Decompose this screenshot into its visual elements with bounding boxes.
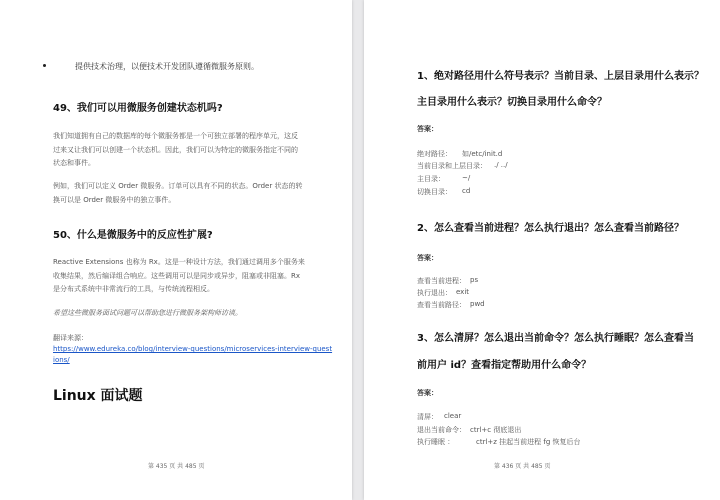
- answer-key: 绝对路径：: [417, 150, 452, 158]
- answer-row: [417, 149, 452, 159]
- answer-key: 切换目录：: [417, 188, 452, 196]
- question-3-line-1: 3、怎么清屏？怎么退出当前命令？怎么执行睡眠？怎么查看当: [417, 333, 694, 344]
- answer-key: 退出当前命令：: [417, 426, 466, 434]
- page-footer-right: 第 436 页 共 485 页: [494, 463, 551, 470]
- answer-key: 清屏：: [417, 413, 438, 421]
- para-line: 过来又让我们可以创建一个状态机。因此，我们可以为特定的微服务指定不同的: [53, 145, 298, 154]
- question-50-paragraph: [53, 256, 305, 297]
- answer-row: [417, 161, 487, 171]
- bullet-text: 提供技术治理，以便技术开发团队遵循微服务原则。: [75, 62, 259, 71]
- answer-value: ./ ../: [494, 161, 508, 169]
- question-1-line-2: 主目录用什么表示？切换目录用什么命令？: [417, 97, 607, 108]
- question-2-line-1: 2、怎么查看当前进程？怎么执行退出？怎么查看当前路径？: [417, 223, 684, 234]
- para-line: Reactive Extensions 也称为 Rx。这是一种设计方法，我们通过调用多个服务来: [53, 258, 305, 266]
- answer-1-label: 答案：: [417, 125, 438, 133]
- para-line: 换可以是 Order 微服务中的独立事件。: [53, 195, 176, 204]
- question-1-line-1: 1、绝对路径用什么符号表示？当前目录、上层目录用什么表示？: [417, 71, 704, 82]
- question-49-heading: 49、我们可以用微服务创建状态机吗?: [53, 103, 223, 114]
- answer-row: [417, 187, 452, 197]
- answer-value: ~/: [462, 174, 471, 182]
- answer-key: 执行睡眠 ：: [417, 438, 455, 446]
- para-line: 收集结果，然后编译组合响应。这些调用可以是同步或异步，阻塞或非阻塞。Rx: [53, 271, 301, 280]
- answer-row: [417, 412, 438, 422]
- section-title-linux: Linux 面试题: [53, 388, 143, 404]
- para-line: 状态和事件。: [53, 159, 95, 167]
- answer-2-label: 答案：: [417, 254, 438, 262]
- answer-value: ctrl+c 彻底退出: [470, 426, 522, 434]
- answer-row: [417, 437, 454, 447]
- answer-value: clear: [444, 412, 462, 420]
- question-3-line-2: 前用户 id？查看指定帮助用什么命令？: [417, 360, 592, 371]
- question-49-paragraph-2: [53, 180, 302, 207]
- answer-key: 查看当前进程：: [417, 277, 466, 285]
- answer-key: 主目录：: [417, 175, 445, 183]
- right-page: [364, 0, 720, 500]
- answer-row: [417, 174, 445, 184]
- answer-key: 当前目录和上层目录：: [417, 162, 487, 170]
- answer-row: [417, 288, 452, 298]
- question-49-paragraph-1: [53, 130, 298, 171]
- closing-note: 希望这些微服务面试问题可以帮助您进行微服务架构师访谈。: [53, 309, 242, 317]
- answer-value: ctrl+z 挂起当前进程 fg 恢复后台: [476, 438, 581, 446]
- answer-3-label: 答案：: [417, 389, 438, 397]
- answer-value: exit: [456, 288, 470, 296]
- source-label: 翻译来源：: [53, 334, 88, 342]
- answer-key: 查看当前路径：: [417, 301, 466, 309]
- left-page: [0, 0, 352, 500]
- answer-row: [417, 276, 466, 286]
- para-line: 例如，我们可以定义 Order 微服务。订单可以具有不同的状态。Order 状态的转: [53, 182, 303, 190]
- bullet-dot: [43, 64, 46, 67]
- answer-row: [417, 425, 466, 435]
- source-link[interactable]: https://www.edureka.co/blog/interview-questions/microservices-interview-questions/: [53, 345, 333, 364]
- answer-row: [417, 300, 466, 310]
- answer-value: ps: [470, 276, 479, 284]
- para-line: 我们知道拥有自己的数据库的每个微服务都是一个可独立部署的程序单元，这反: [53, 132, 298, 140]
- answer-value: pwd: [470, 300, 485, 308]
- answer-value: cd: [462, 187, 471, 195]
- para-line: 是分布式系统中非常流行的工具，与传统流程相反。: [53, 285, 214, 293]
- page-footer-left: 第 435 页 共 485 页: [148, 463, 205, 470]
- question-50-heading: 50、什么是微服务中的反应性扩展?: [53, 230, 213, 241]
- answer-value: 如/etc/init.d: [462, 150, 503, 158]
- answer-key: 执行退出：: [417, 289, 452, 297]
